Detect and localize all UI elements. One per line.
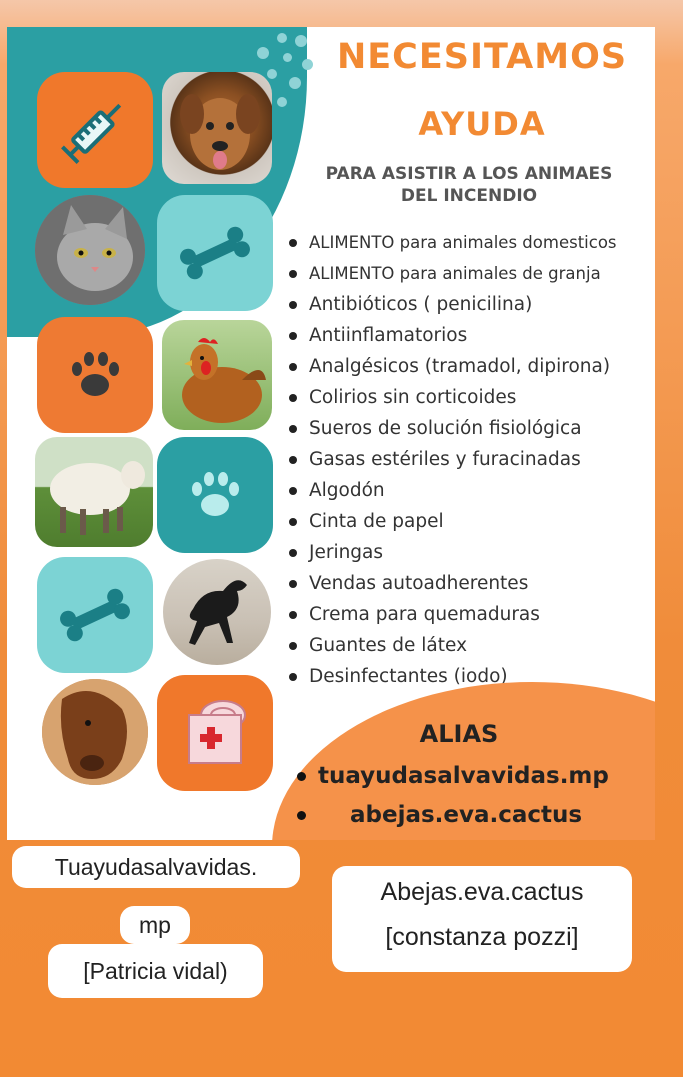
bone-tile-2: [37, 557, 153, 673]
list-item: Antiinflamatorios: [285, 320, 655, 351]
sheep-photo: [35, 437, 153, 547]
alias-item-2: [297, 802, 582, 828]
list-item: Algodón: [285, 475, 655, 506]
list-item: Analgésicos (tramadol, dipirona): [285, 351, 655, 382]
list-item: Vendas autoadherentes: [285, 568, 655, 599]
bullet-icon: [297, 811, 306, 820]
syringe-tile: [37, 72, 153, 188]
needs-list: [285, 227, 655, 692]
paw-tile-2: [157, 437, 273, 553]
contact-left-line3-box: [48, 944, 263, 998]
contact-left-line1: Tuayudasalvavidas.: [54, 854, 258, 880]
hen-photo: [162, 320, 272, 430]
bandage-tile: [157, 675, 273, 791]
subtitle-line1: PARA ASISTIR A LOS ANIMAES: [325, 164, 613, 184]
black-horse-photo: [163, 559, 271, 665]
paw-icon: [185, 465, 245, 525]
paw-icon: [65, 345, 125, 405]
list-item: ALIMENTO para animales de granja: [285, 258, 655, 289]
list-item: Crema para quemaduras: [285, 599, 655, 630]
list-item: Gasas estériles y furacinadas: [285, 444, 655, 475]
alias-item-1: [297, 763, 609, 789]
list-item: Antibióticos ( penicilina): [285, 289, 655, 320]
contact-right-line2: [constanza pozzi]: [385, 923, 579, 951]
horse-photo: [42, 679, 148, 785]
alias-title: ALIAS: [419, 720, 499, 748]
bone-tile-1: [157, 195, 273, 311]
alias-text-1: tuayudasalvavidas.mp: [318, 763, 609, 789]
bone-icon: [175, 223, 255, 283]
contact-left-line1-box: [12, 846, 300, 888]
contact-left-line2-box: [120, 906, 190, 944]
paw-tile-1: [37, 317, 153, 433]
contact-right-line1: Abejas.eva.cactus: [380, 878, 584, 906]
list-item: Desinfectantes (iodo): [285, 661, 655, 692]
list-item: Jeringas: [285, 537, 655, 568]
list-item: Sueros de solución fisiológica: [285, 413, 655, 444]
bandage-icon: [175, 693, 255, 773]
list-item: Cinta de papel: [285, 506, 655, 537]
title-line2: AYUDA: [418, 105, 546, 143]
syringe-icon: [50, 85, 140, 175]
dog-photo: [162, 72, 272, 184]
poster: [7, 27, 655, 840]
list-item: Guantes de látex: [285, 630, 655, 661]
contact-right-box: [332, 866, 632, 972]
subtitle-line2: DEL INCENDIO: [400, 186, 538, 206]
contact-left-line2: mp: [139, 912, 171, 938]
list-item: ALIMENTO para animales domesticos: [285, 227, 655, 258]
contact-left-line3: [Patricia vidal): [83, 958, 228, 984]
bone-icon: [55, 585, 135, 645]
bullet-icon: [297, 772, 306, 781]
subtitle: [299, 163, 639, 207]
list-item: Colirios sin corticoides: [285, 382, 655, 413]
title-line1: NECESITAMOS: [336, 37, 628, 77]
cat-photo: [35, 195, 145, 305]
alias-text-2: abejas.eva.cactus: [350, 802, 583, 828]
